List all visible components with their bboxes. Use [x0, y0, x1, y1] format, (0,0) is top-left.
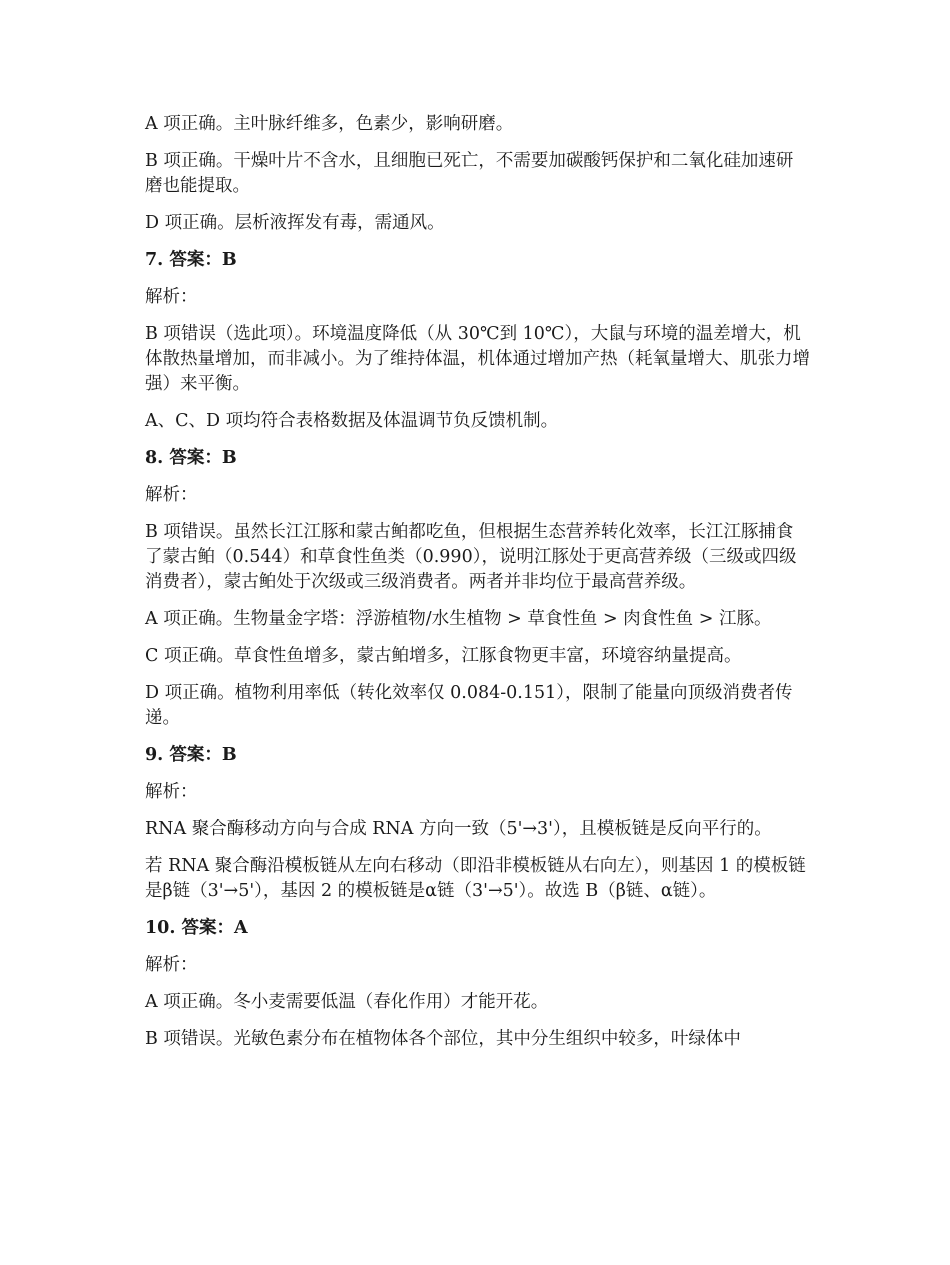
paragraph: A 项正确。冬小麦需要低温（春化作用）才能开花。	[145, 992, 549, 1012]
paragraph: A 项正确。生物量金字塔：浮游植物/水生植物 > 草食性鱼 > 肉食性鱼 > 江豚。	[145, 609, 772, 629]
analysis-label: 解析：	[145, 955, 198, 975]
paragraph: C 项正确。草食性鱼增多，蒙古鲌增多，江豚食物更丰富，环境容纳量提高。	[145, 646, 742, 666]
analysis-label: 解析：	[145, 485, 198, 505]
paragraph: B 项错误。虽然长江江豚和蒙古鲌都吃鱼，但根据生态营养转化效率，长江江豚捕食了蒙古鲌（0.544）和草食性鱼类（0.990），说明江豚处于更高营养级（三级或四级消费者），蒙古鲌处于次级或三级消费者。两者并非均位于最高营养级。	[145, 522, 797, 592]
answer-heading: 9. 答案：B	[145, 745, 237, 765]
analysis-label: 解析：	[145, 782, 198, 802]
document-body	[145, 112, 810, 1064]
paragraph: RNA 聚合酶移动方向与合成 RNA 方向一致（5'→3'），且模板链是反向平行的。	[145, 819, 772, 839]
paragraph: B 项正确。干燥叶片不含水，且细胞已死亡，不需要加碳酸钙保护和二氧化硅加速研磨也能提取。	[145, 151, 794, 196]
answer-heading: 7. 答案：B	[145, 250, 237, 270]
paragraph: B 项错误。光敏色素分布在植物体各个部位，其中分生组织中较多，叶绿体中	[145, 1029, 741, 1049]
paragraph: B 项错误（选此项）。环境温度降低（从 30℃到 10℃），大鼠与环境的温差增大，机体散热量增加，而非减小。为了维持体温，机体通过增加产热（耗氧量增大、肌张力增强）来平衡。	[145, 324, 810, 394]
paragraph: D 项正确。植物利用率低（转化效率仅 0.084-0.151），限制了能量向顶级消费者传递。	[145, 683, 793, 728]
paragraph: A 项正确。主叶脉纤维多，色素少，影响研磨。	[145, 114, 514, 134]
paragraph: 若 RNA 聚合酶沿模板链从左向右移动（即沿非模板链从右向左），则基因 1 的模板链是β链（3'→5'），基因 2 的模板链是α链（3'→5'）。故选 B（β链、α链）。	[145, 856, 806, 901]
answer-heading: 8. 答案：B	[145, 448, 237, 468]
paragraph: A、C、D 项均符合表格数据及体温调节负反馈机制。	[145, 411, 559, 431]
paragraph: D 项正确。层析液挥发有毒，需通风。	[145, 213, 445, 233]
answer-heading: 10. 答案：A	[145, 918, 248, 938]
analysis-label: 解析：	[145, 287, 198, 307]
